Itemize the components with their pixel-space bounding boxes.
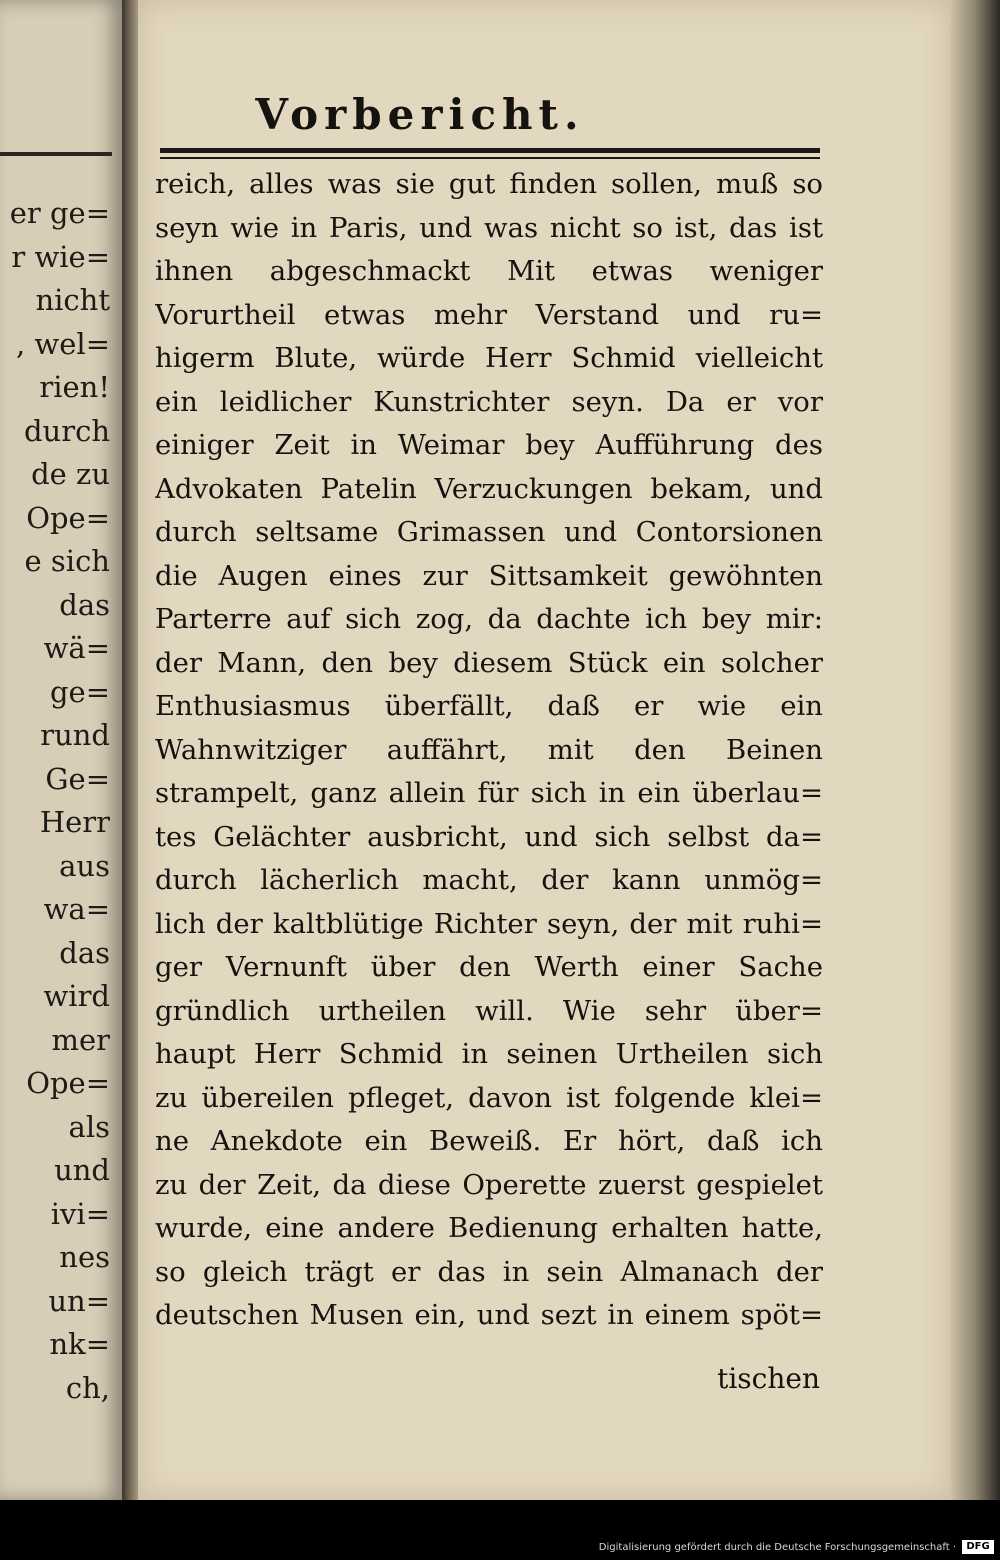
left-page-fragment: , wel= <box>16 326 110 361</box>
text-line: einiger Zeit in Weimar bey Aufführung des <box>155 429 823 461</box>
left-page-fragment: wa= <box>43 892 110 926</box>
left-page-fragment: wird <box>43 979 110 1013</box>
text-line: zu der Zeit, da diese Operette zuerst gespielet <box>155 1168 823 1201</box>
left-page-fragment: Ope= <box>26 500 110 535</box>
left-page-fragment: das <box>59 935 110 970</box>
text-line: tes Gelächter ausbricht, und sich selbst da= <box>155 820 823 853</box>
book-gutter <box>122 0 138 1500</box>
catchword: tischen <box>717 1362 820 1395</box>
left-page-fragment: un= <box>48 1283 110 1318</box>
left-page-fragment: ivi= <box>50 1196 110 1231</box>
text-line: durch lächerlich macht, der kann unmög= <box>155 864 823 896</box>
digitization-credit: Digitalisierung gefördert durch die Deutsche Forschungsgemeinschaft · <box>598 1542 956 1553</box>
text-line: der Mann, den bey diesem Stück ein solcher <box>155 646 823 679</box>
text-line: wurde, eine andere Bedienung erhalten hatte, <box>155 1212 823 1244</box>
text-line: strampelt, ganz allein für sich in ein überlau= <box>155 777 823 809</box>
page-edge <box>950 0 1000 1500</box>
left-page-fragment: r wie= <box>11 239 110 274</box>
left-page-fragment: ge= <box>49 674 110 709</box>
title-rule-thin <box>160 157 820 159</box>
left-page-fragment: nicht <box>35 283 110 317</box>
text-line: Wahnwitziger auffährt, mit den Beinen <box>155 733 823 766</box>
left-page-fragment: nes <box>59 1240 110 1274</box>
left-page-fragment: rien! <box>39 370 110 404</box>
text-line: deutschen Musen ein, und sezt in einem spöt= <box>155 1299 823 1331</box>
body-text <box>155 163 823 1338</box>
title-rule-thick <box>160 148 820 153</box>
left-page-rule <box>0 152 112 156</box>
left-page-fragment: aus <box>59 848 110 883</box>
dfg-logo: DFG <box>962 1540 994 1554</box>
left-page-fragment: durch <box>23 413 110 448</box>
text-line: lich der kaltblütige Richter seyn, der mit ruhi= <box>155 907 823 940</box>
left-page-fragment: er ge= <box>9 196 110 230</box>
text-line: Vorurtheil etwas mehr Verstand und ru= <box>155 298 823 331</box>
left-page-fragment: Ge= <box>45 761 110 796</box>
text-line: die Augen eines zur Sittsamkeit gewöhnten <box>155 559 823 592</box>
text-line: Advokaten Patelin Verzuckungen bekam, und <box>155 472 823 505</box>
text-line: durch seltsame Grimassen und Contorsionen <box>155 516 823 548</box>
text-line: ger Vernunft über den Werth einer Sache <box>155 951 823 983</box>
left-page-fragment: und <box>54 1153 110 1187</box>
left-page-fragment: wä= <box>43 631 110 665</box>
left-page-fragment: als <box>68 1109 110 1144</box>
text-line: haupt Herr Schmid in seinen Urtheilen sich <box>155 1038 823 1070</box>
text-line: ne Anekdote ein Beweiß. Er hört, daß ich <box>155 1125 823 1157</box>
text-line: Parterre auf sich zog, da dachte ich bey mir: <box>155 603 823 635</box>
text-line: higerm Blute, würde Herr Schmid vielleicht <box>155 342 823 374</box>
left-page-fragment: e sich <box>24 544 110 578</box>
left-page <box>0 0 122 1500</box>
text-line: ihnen abgeschmackt Mit etwas weniger <box>155 255 823 287</box>
left-page-fragment: rund <box>40 718 110 752</box>
left-page-fragment: das <box>59 587 110 622</box>
text-line: ein leidlicher Kunstrichter seyn. Da er vor <box>155 385 823 418</box>
text-line: so gleich trägt er das in sein Almanach der <box>155 1255 823 1288</box>
left-page-fragment: de zu <box>31 457 110 491</box>
left-page-fragment: mer <box>51 1022 110 1057</box>
page-title: Vorbericht. <box>255 90 585 139</box>
text-line: zu übereilen pfleget, davon ist folgende klei= <box>155 1081 823 1114</box>
left-page-fragment: nk= <box>49 1327 110 1361</box>
left-page-fragment: Herr <box>39 805 110 839</box>
text-line: reich, alles was sie gut finden sollen, muß so <box>155 168 823 200</box>
left-page-fragment: Ope= <box>26 1066 110 1100</box>
text-line: gründlich urtheilen will. Wie sehr über= <box>155 994 823 1027</box>
left-page-text <box>10 192 110 1410</box>
left-page-fragment: ch, <box>65 1370 110 1405</box>
text-line: Enthusiasmus überfällt, daß er wie ein <box>155 690 823 722</box>
text-line: seyn wie in Paris, und was nicht so ist, das ist <box>155 211 823 244</box>
